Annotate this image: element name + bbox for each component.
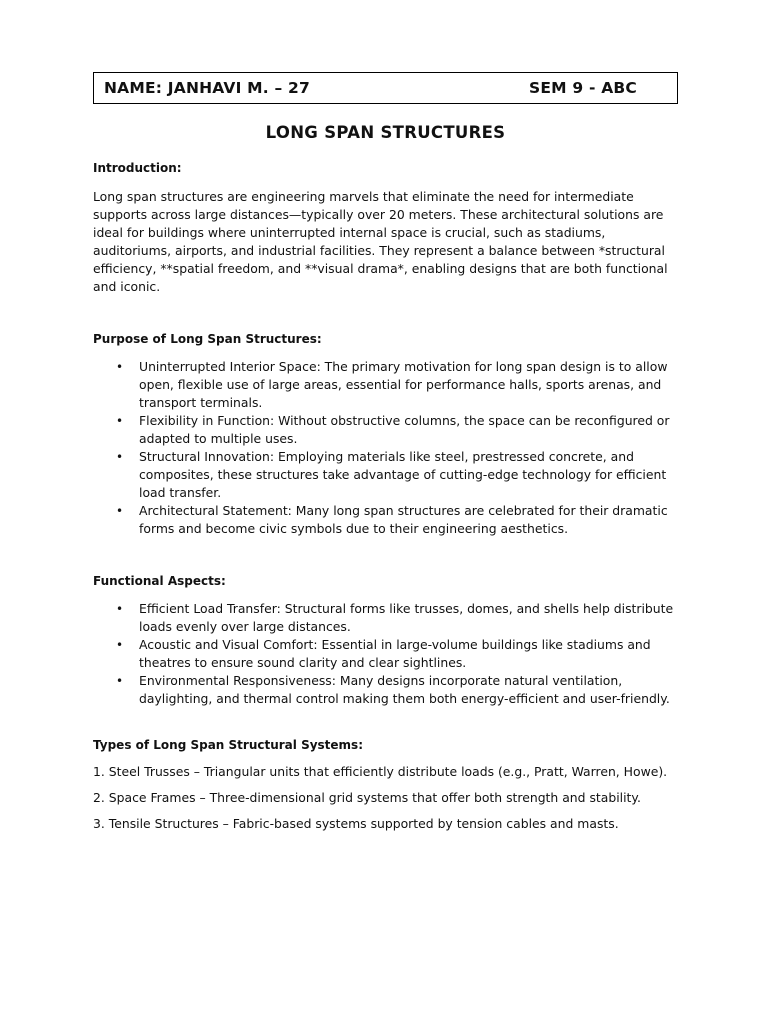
purpose-list <box>93 358 678 538</box>
introduction-paragraph: Long span structures are engineering marvels that eliminate the need for intermediate supports across large distances—typically over 20 meters. These architectural solutions are ideal for buildings where uninterrupted internal space is crucial, such as stadiums, auditoriums, airports, and industrial facilities. They represent a balance between *structural efficiency, **spatial freedom, and **visual drama*, enabling designs that are both functional and iconic. <box>93 189 668 294</box>
bullet-icon: • <box>116 414 124 428</box>
semester-label: SEM 9 - ABC <box>529 79 637 97</box>
introduction-heading: Introduction: <box>93 161 182 175</box>
list-item: • Flexibility in Function: Without obstructive columns, the space can be reconfigured or adapted to multiple uses. <box>116 413 670 446</box>
name-header-box <box>93 72 678 104</box>
types-heading: Types of Long Span Structural Systems: <box>93 738 363 752</box>
types-item: 2. Space Frames – Three-dimensional grid systems that offer both strength and stability. <box>93 790 641 805</box>
document-title: LONG SPAN STRUCTURES <box>265 123 506 142</box>
list-item: • Structural Innovation: Employing materials like steel, prestressed concrete, and composites, these structures take advantage of cutting-edge technology for efficient load transfer. <box>116 449 667 500</box>
bullet-icon: • <box>116 674 124 688</box>
functional-heading: Functional Aspects: <box>93 574 226 588</box>
functional-list <box>93 600 678 708</box>
list-item: • Environmental Responsiveness: Many designs incorporate natural ventilation, daylighting, and thermal control making them both energy-efficient and user-friendly. <box>116 673 670 706</box>
list-item: • Efficient Load Transfer: Structural forms like trusses, domes, and shells help distribute loads evenly over large distances. <box>116 601 674 634</box>
list-item: • Acoustic and Visual Comfort: Essential in large-volume buildings like stadiums and theatres to ensure sound clarity and clear sightlines. <box>116 637 651 670</box>
bullet-icon: • <box>116 602 124 616</box>
purpose-heading: Purpose of Long Span Structures: <box>93 332 322 346</box>
list-item: • Uninterrupted Interior Space: The primary motivation for long span design is to allow open, flexible use of large areas, essential for performance halls, sports arenas, and transport terminals. <box>116 359 668 410</box>
bullet-icon: • <box>116 450 124 464</box>
list-item: • Architectural Statement: Many long span structures are celebrated for their dramatic forms and become civic symbols due to their engineering aesthetics. <box>116 503 668 536</box>
document-page <box>93 72 678 833</box>
bullet-icon: • <box>116 504 124 518</box>
types-item: 3. Tensile Structures – Fabric-based systems supported by tension cables and masts. <box>93 816 619 831</box>
bullet-icon: • <box>116 360 124 374</box>
bullet-icon: • <box>116 638 124 652</box>
types-item: 1. Steel Trusses – Triangular units that efficiently distribute loads (e.g., Pratt, Warren, Howe). <box>93 764 668 779</box>
student-name: NAME: JANHAVI M. – 27 <box>104 79 311 97</box>
